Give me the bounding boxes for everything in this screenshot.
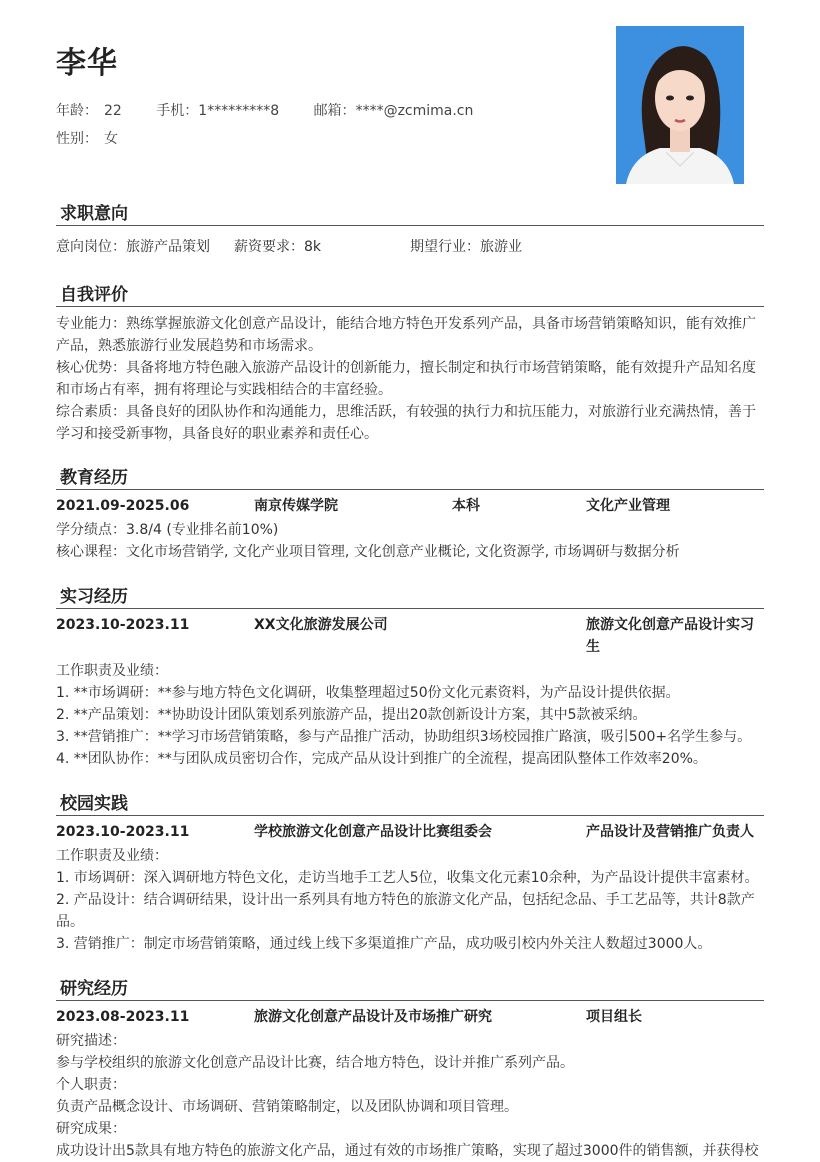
portrait-image xyxy=(616,26,744,184)
section-self-title xyxy=(56,278,764,307)
research-project: 旅游文化创意产品设计及市场推广研究 xyxy=(254,1009,492,1025)
research-duty: 负责产品概念设计、市场调研、营销策略制定，以及团队协调和项目管理。 xyxy=(56,1099,518,1115)
age-value: 22 xyxy=(104,103,122,119)
section-education-title xyxy=(56,461,764,490)
campus-duty: 品。 xyxy=(56,914,84,930)
research-heading: 研究经历 xyxy=(60,979,128,999)
intent-salary: 薪资要求：8k xyxy=(234,239,322,255)
internship-role xyxy=(586,614,764,658)
campus-duty: 3. 营销推广：制定市场营销策略，通过线上线下多渠道推广产品，成功吸引校内外关注人数超过3000人。 xyxy=(56,936,712,952)
research-desc-label: 研究描述： xyxy=(56,1033,126,1049)
campus-duty-label: 工作职责及业绩： xyxy=(56,848,168,864)
section-campus-title xyxy=(56,787,764,816)
research-date: 2023.08-2023.11 xyxy=(56,1009,190,1025)
internship-company: XX文化旅游发展公司 xyxy=(254,617,388,633)
internship-duty: 1. **市场调研：**参与地方特色文化调研，收集整理超过50份文化元素资料，为产品设计提供依据。 xyxy=(56,685,680,701)
education-school: 南京传媒学院 xyxy=(254,498,338,514)
intent-industry: 期望行业：旅游业 xyxy=(410,239,522,255)
research-role: 项目组长 xyxy=(586,1009,642,1025)
internship-duty-label: 工作职责及业绩： xyxy=(56,663,168,679)
self-line: 产品，熟悉旅游行业发展趋势和市场需求。 xyxy=(56,338,322,354)
campus-duty: 2. 产品设计：结合调研结果，设计出一系列具有地方特色的旅游文化产品，包括纪念品、手工艺品等，共计8款产 xyxy=(56,892,755,908)
self-line: 综合素质：具备良好的团队协作和沟通能力，思维活跃，有较强的执行力和抗压能力，对旅游行业充满热情，善于 xyxy=(56,404,756,420)
internship-role-b: 生 xyxy=(586,639,600,655)
section-intent-title xyxy=(56,197,764,226)
self-line: 和市场占有率，拥有将理论与实践相结合的丰富经验。 xyxy=(56,382,392,398)
research-result-label: 研究成果： xyxy=(56,1121,126,1137)
research-desc: 参与学校组织的旅游文化创意产品设计比赛，结合地方特色，设计并推广系列产品。 xyxy=(56,1055,574,1071)
internship-date: 2023.10-2023.11 xyxy=(56,617,190,633)
age-label: 年龄： xyxy=(56,103,98,119)
candidate-name: 李华 xyxy=(56,46,118,81)
campus-heading: 校园实践 xyxy=(60,794,128,814)
campus-date: 2023.10-2023.11 xyxy=(56,824,190,840)
internship-duty: 2. **产品策划：**协助设计团队策划系列旅游产品，提出20款创新设计方案，其中5款被采纳。 xyxy=(56,707,647,723)
self-evaluation xyxy=(56,313,764,445)
self-line: 学习和接受新事物，具备良好的职业素养和责任心。 xyxy=(56,426,378,442)
email-item xyxy=(314,100,474,120)
contact-row xyxy=(56,100,503,120)
education-degree: 本科 xyxy=(452,498,480,514)
section-research-title xyxy=(56,972,764,1001)
campus-details xyxy=(56,845,764,955)
internship-duty: 3. **营销推广：**学习市场营销策略，参与产品推广活动，协助组织3场校园推广路演，吸引500+名学生参与。 xyxy=(56,729,752,745)
research-result: 成功设计出5款具有地方特色的旅游文化产品，通过有效的市场推广策略，实现了超过3000件的销售额，并获得校 xyxy=(56,1143,759,1159)
campus-org: 学校旅游文化创意产品设计比赛组委会 xyxy=(254,824,492,840)
phone-item xyxy=(156,100,279,120)
education-major: 文化产业管理 xyxy=(586,498,670,514)
education-date: 2021.09-2025.06 xyxy=(56,498,190,514)
profile-photo xyxy=(616,26,744,184)
email-value: ****@zcmima.cn xyxy=(355,103,474,119)
education-courses: 核心课程：文化市场营销学, 文化产业项目管理, 文化创意产业概论, 文化资源学, 市场调研与数据分析 xyxy=(56,544,680,560)
education-gpa: 学分绩点：3.8/4 (专业排名前10%) xyxy=(56,522,279,538)
research-details xyxy=(56,1030,764,1162)
internship-heading: 实习经历 xyxy=(60,587,128,607)
internship-role-a: 旅游文化创意产品设计实习 xyxy=(586,617,754,633)
age-item xyxy=(56,100,122,120)
section-internship-title xyxy=(56,580,764,609)
gender-row xyxy=(56,128,118,148)
education-heading: 教育经历 xyxy=(60,468,128,488)
intent-position: 意向岗位：旅游产品策划 xyxy=(56,239,210,255)
campus-role: 产品设计及营销推广负责人 xyxy=(586,824,754,840)
education-details xyxy=(56,519,764,563)
email-label: 邮箱： xyxy=(313,103,356,119)
phone-label: 手机： xyxy=(156,103,199,119)
phone-value: 1*********8 xyxy=(198,103,280,119)
self-line: 专业能力：熟练掌握旅游文化创意产品设计，能结合地方特色开发系列产品，具备市场营销策略知识，能有效推广 xyxy=(56,316,756,332)
internship-duty: 4. **团队协作：**与团队成员密切合作，完成产品从设计到推广的全流程，提高团队整体工作效率20%。 xyxy=(56,751,707,767)
campus-duty: 1. 市场调研：深入调研地方特色文化，走访当地手工艺人5位，收集文化元素10余种，为产品设计提供丰富素材。 xyxy=(56,870,759,886)
research-duty-label: 个人职责： xyxy=(56,1077,126,1093)
gender-label: 性别： xyxy=(56,131,98,147)
intent-heading: 求职意向 xyxy=(60,204,128,224)
gender-value: 女 xyxy=(104,131,118,147)
self-line: 核心优势：具备将地方特色融入旅游产品设计的创新能力，擅长制定和执行市场营销策略，能有效提升产品知名度 xyxy=(56,360,756,376)
self-heading: 自我评价 xyxy=(60,285,128,305)
internship-details xyxy=(56,660,764,770)
